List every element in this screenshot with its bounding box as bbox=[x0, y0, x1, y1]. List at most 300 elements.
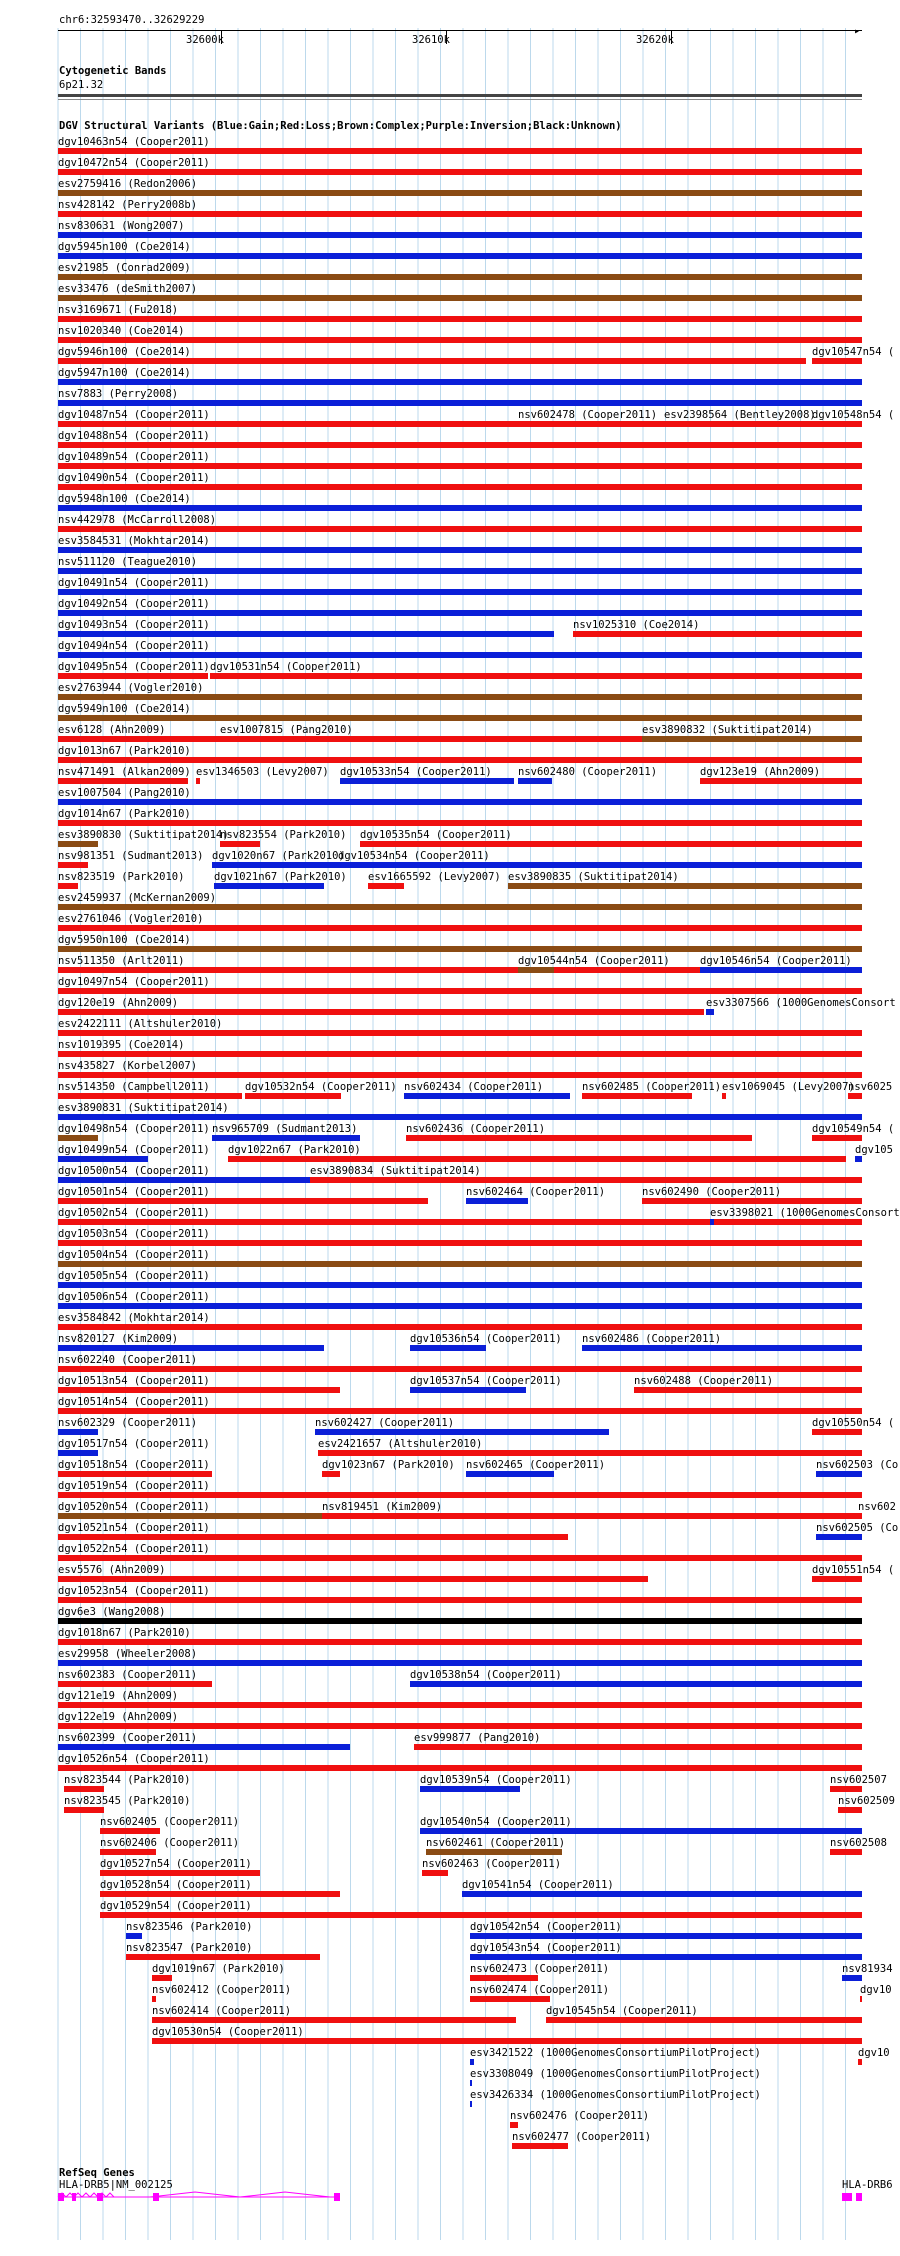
sv-label[interactable]: dgv10513n54 (Cooper2011) bbox=[58, 1375, 210, 1387]
sv-feature-bar[interactable] bbox=[152, 2038, 862, 2044]
sv-label[interactable]: nsv602474 (Cooper2011) bbox=[470, 1984, 610, 1996]
sv-label[interactable]: nsv823547 (Park2010) bbox=[126, 1942, 253, 1954]
sv-feature-bar[interactable] bbox=[664, 421, 680, 427]
sv-feature-bar[interactable] bbox=[830, 1786, 862, 1792]
sv-label[interactable]: nsv602507 bbox=[830, 1774, 887, 1786]
sv-label[interactable]: dgv10548n54 ( bbox=[812, 409, 895, 421]
sv-label[interactable]: dgv10495n54 (Cooper2011) bbox=[58, 661, 210, 673]
sv-feature-bar[interactable] bbox=[404, 1093, 570, 1099]
sv-label[interactable]: nsv602464 (Cooper2011) bbox=[466, 1186, 606, 1198]
sv-feature-bar[interactable] bbox=[58, 799, 862, 805]
sv-feature-bar[interactable] bbox=[700, 778, 862, 784]
sv-label[interactable]: nsv511120 (Teague2010) bbox=[58, 556, 198, 568]
sv-label[interactable]: dgv120e19 (Ahn2009) bbox=[58, 997, 179, 1009]
sv-label[interactable]: dgv10546n54 (Cooper2011) bbox=[700, 955, 852, 967]
sv-label[interactable]: dgv5946n100 (Coe2014) bbox=[58, 346, 191, 358]
sv-feature-bar[interactable] bbox=[58, 1576, 648, 1582]
sv-label[interactable]: dgv10493n54 (Cooper2011) bbox=[58, 619, 210, 631]
sv-label[interactable]: dgv10551n54 ( bbox=[812, 1564, 895, 1576]
sv-feature-bar[interactable] bbox=[838, 1807, 862, 1813]
sv-feature-bar[interactable] bbox=[58, 1534, 568, 1540]
sv-label[interactable]: dgv10505n54 (Cooper2011) bbox=[58, 1270, 210, 1282]
sv-label[interactable]: nsv823544 (Park2010) bbox=[64, 1774, 191, 1786]
sv-feature-bar[interactable] bbox=[858, 1513, 862, 1519]
sv-label[interactable]: dgv10550n54 ( bbox=[812, 1417, 895, 1429]
sv-feature-bar[interactable] bbox=[58, 1240, 862, 1246]
sv-label[interactable]: esv3584531 (Mokhtar2014) bbox=[58, 535, 210, 547]
sv-feature-bar[interactable] bbox=[368, 883, 404, 889]
sv-feature-bar[interactable] bbox=[58, 526, 862, 532]
sv-feature-bar[interactable] bbox=[58, 925, 862, 931]
sv-label[interactable]: dgv10498n54 (Cooper2011) bbox=[58, 1123, 210, 1135]
sv-feature-bar[interactable] bbox=[812, 1576, 862, 1582]
sv-label[interactable]: esv1007504 (Pang2010) bbox=[58, 787, 191, 799]
sv-feature-bar[interactable] bbox=[710, 1219, 714, 1225]
sv-label[interactable]: dgv5950n100 (Coe2014) bbox=[58, 934, 191, 946]
sv-feature-bar[interactable] bbox=[58, 841, 98, 847]
sv-feature-bar[interactable] bbox=[58, 1681, 212, 1687]
sv-feature-bar[interactable] bbox=[58, 148, 862, 154]
sv-label[interactable]: dgv10537n54 (Cooper2011) bbox=[410, 1375, 562, 1387]
sv-label[interactable]: dgv5949n100 (Coe2014) bbox=[58, 703, 191, 715]
sv-feature-bar[interactable] bbox=[58, 337, 862, 343]
sv-feature-bar[interactable] bbox=[546, 2017, 862, 2023]
sv-feature-bar[interactable] bbox=[58, 1450, 98, 1456]
sv-label[interactable]: dgv10499n54 (Cooper2011) bbox=[58, 1144, 210, 1156]
gene-exon[interactable] bbox=[153, 2193, 159, 2201]
sv-feature-bar[interactable] bbox=[100, 1912, 862, 1918]
sv-label[interactable]: nsv819451 (Kim2009) bbox=[322, 1501, 443, 1513]
sv-label[interactable]: esv2459937 (McKernan2009) bbox=[58, 892, 217, 904]
sv-label[interactable]: nsv602505 (Co bbox=[816, 1522, 899, 1534]
sv-feature-bar[interactable] bbox=[58, 1660, 862, 1666]
sv-feature-bar[interactable] bbox=[642, 736, 862, 742]
sv-feature-bar[interactable] bbox=[466, 1198, 528, 1204]
sv-feature-bar[interactable] bbox=[58, 1471, 212, 1477]
sv-feature-bar[interactable] bbox=[518, 421, 542, 427]
sv-label[interactable]: nsv514350 (Campbell2011) bbox=[58, 1081, 210, 1093]
sv-feature-bar[interactable] bbox=[58, 820, 862, 826]
sv-label[interactable]: dgv6e3 (Wang2008) bbox=[58, 1606, 166, 1618]
sv-label[interactable]: nsv7883 (Perry2008) bbox=[58, 388, 179, 400]
sv-feature-bar[interactable] bbox=[420, 1786, 520, 1792]
sv-label[interactable]: dgv10522n54 (Cooper2011) bbox=[58, 1543, 210, 1555]
sv-label[interactable]: nsv602503 (Co bbox=[816, 1459, 899, 1471]
sv-label[interactable]: esv21985 (Conrad2009) bbox=[58, 262, 191, 274]
sv-feature-bar[interactable] bbox=[58, 883, 78, 889]
sv-feature-bar[interactable] bbox=[58, 988, 862, 994]
sv-feature-bar[interactable] bbox=[152, 2017, 516, 2023]
sv-label[interactable]: nsv823546 (Park2010) bbox=[126, 1921, 253, 1933]
sv-feature-bar[interactable] bbox=[212, 862, 338, 868]
sv-label[interactable]: nsv1020340 (Coe2014) bbox=[58, 325, 185, 337]
sv-feature-bar[interactable] bbox=[58, 274, 862, 280]
sv-label[interactable]: nsv602383 (Cooper2011) bbox=[58, 1669, 198, 1681]
sv-label[interactable]: dgv10536n54 (Cooper2011) bbox=[410, 1333, 562, 1345]
sv-label[interactable]: dgv10545n54 (Cooper2011) bbox=[546, 2005, 698, 2017]
sv-label[interactable]: nsv471491 (Alkan2009) bbox=[58, 766, 191, 778]
sv-label[interactable]: nsv602473 (Cooper2011) bbox=[470, 1963, 610, 1975]
sv-label[interactable]: dgv10501n54 (Cooper2011) bbox=[58, 1186, 210, 1198]
sv-label[interactable]: dgv5947n100 (Coe2014) bbox=[58, 367, 191, 379]
sv-label[interactable]: nsv602509 bbox=[838, 1795, 895, 1807]
sv-label[interactable]: nsv602 bbox=[858, 1501, 896, 1513]
sv-feature-bar[interactable] bbox=[100, 1870, 260, 1876]
sv-label[interactable]: dgv10538n54 (Cooper2011) bbox=[410, 1669, 562, 1681]
sv-feature-bar[interactable] bbox=[58, 358, 806, 364]
sv-label[interactable]: dgv10504n54 (Cooper2011) bbox=[58, 1249, 210, 1261]
sv-label[interactable]: nsv602486 (Cooper2011) bbox=[582, 1333, 722, 1345]
sv-feature-bar[interactable] bbox=[58, 1492, 862, 1498]
sv-label[interactable]: nsv602488 (Cooper2011) bbox=[634, 1375, 774, 1387]
sv-feature-bar[interactable] bbox=[508, 883, 862, 889]
refseq-track-title[interactable]: RefSeq Genes bbox=[59, 2167, 135, 2179]
sv-label[interactable]: esv2761046 (Vogler2010) bbox=[58, 913, 204, 925]
sv-feature-bar[interactable] bbox=[58, 904, 862, 910]
sv-label[interactable]: dgv10547n54 ( bbox=[812, 346, 895, 358]
sv-feature-bar[interactable] bbox=[842, 1975, 862, 1981]
sv-label[interactable]: dgv122e19 (Ahn2009) bbox=[58, 1711, 179, 1723]
sv-feature-bar[interactable] bbox=[58, 589, 862, 595]
sv-label[interactable]: esv3307566 (1000GenomesConsort bbox=[706, 997, 896, 1009]
sv-feature-bar[interactable] bbox=[58, 190, 862, 196]
sv-feature-bar[interactable] bbox=[126, 1933, 142, 1939]
sv-feature-bar[interactable] bbox=[58, 1324, 862, 1330]
sv-label[interactable]: esv2763944 (Vogler2010) bbox=[58, 682, 204, 694]
sv-label[interactable]: dgv10494n54 (Cooper2011) bbox=[58, 640, 210, 652]
sv-label[interactable]: dgv10463n54 (Cooper2011) bbox=[58, 136, 210, 148]
sv-label[interactable]: nsv602436 (Cooper2011) bbox=[406, 1123, 546, 1135]
sv-feature-bar[interactable] bbox=[410, 1387, 526, 1393]
sv-label[interactable]: dgv10549n54 ( bbox=[812, 1123, 895, 1135]
sv-feature-bar[interactable] bbox=[58, 862, 88, 868]
sv-label[interactable]: esv2759416 (Redon2006) bbox=[58, 178, 198, 190]
sv-label[interactable]: dgv1021n67 (Park2010) bbox=[214, 871, 347, 883]
sv-label[interactable]: dgv10529n54 (Cooper2011) bbox=[100, 1900, 252, 1912]
sv-label[interactable]: dgv10532n54 (Cooper2011) bbox=[245, 1081, 397, 1093]
cytoband-bar[interactable] bbox=[58, 94, 862, 97]
sv-feature-bar[interactable] bbox=[58, 379, 862, 385]
sv-label[interactable]: dgv10519n54 (Cooper2011) bbox=[58, 1480, 210, 1492]
sv-label[interactable]: dgv10518n54 (Cooper2011) bbox=[58, 1459, 210, 1471]
sv-label[interactable]: esv3398021 (1000GenomesConsort bbox=[710, 1207, 900, 1219]
sv-feature-bar[interactable] bbox=[58, 1072, 862, 1078]
sv-label[interactable]: nsv602508 bbox=[830, 1837, 887, 1849]
gene-label-hla-drb5[interactable]: HLA-DRB5|NM_002125 bbox=[59, 2179, 173, 2191]
sv-feature-bar[interactable] bbox=[58, 1408, 862, 1414]
sv-label[interactable]: esv3890830 (Suktitipat2014) bbox=[58, 829, 229, 841]
sv-feature-bar[interactable] bbox=[245, 1093, 341, 1099]
sv-label[interactable]: esv3421522 (1000GenomesConsortiumPilotProject) bbox=[470, 2047, 761, 2059]
sv-label[interactable]: nsv428142 (Perry2008b) bbox=[58, 199, 198, 211]
sv-feature-bar[interactable] bbox=[322, 1471, 340, 1477]
sv-feature-bar[interactable] bbox=[126, 1954, 320, 1960]
sv-label[interactable]: nsv602477 (Cooper2011) bbox=[512, 2131, 652, 2143]
sv-feature-bar[interactable] bbox=[58, 1093, 242, 1099]
sv-label[interactable]: dgv10542n54 (Cooper2011) bbox=[470, 1921, 622, 1933]
sv-feature-bar[interactable] bbox=[512, 2143, 568, 2149]
sv-label[interactable]: esv29958 (Wheeler2008) bbox=[58, 1648, 198, 1660]
sv-feature-bar[interactable] bbox=[58, 757, 862, 763]
sv-label[interactable]: nsv602329 (Cooper2011) bbox=[58, 1417, 198, 1429]
sv-feature-bar[interactable] bbox=[58, 1198, 428, 1204]
sv-label[interactable]: esv1007815 (Pang2010) bbox=[220, 724, 353, 736]
sv-feature-bar[interactable] bbox=[58, 400, 862, 406]
sv-feature-bar[interactable] bbox=[816, 1471, 862, 1477]
sv-feature-bar[interactable] bbox=[470, 2101, 472, 2107]
sv-label[interactable]: nsv602461 (Cooper2011) bbox=[426, 1837, 566, 1849]
sv-label[interactable]: dgv10520n54 (Cooper2011) bbox=[58, 1501, 210, 1513]
sv-feature-bar[interactable] bbox=[812, 1429, 862, 1435]
sv-feature-bar[interactable] bbox=[58, 652, 862, 658]
sv-feature-bar[interactable] bbox=[58, 1429, 98, 1435]
sv-feature-bar[interactable] bbox=[58, 1135, 98, 1141]
sv-label[interactable]: nsv1025310 (Coe2014) bbox=[573, 619, 700, 631]
sv-feature-bar[interactable] bbox=[58, 421, 862, 427]
sv-feature-bar[interactable] bbox=[318, 1450, 862, 1456]
sv-label[interactable]: dgv10506n54 (Cooper2011) bbox=[58, 1291, 210, 1303]
sv-label[interactable]: dgv10521n54 (Cooper2011) bbox=[58, 1522, 210, 1534]
sv-label[interactable]: esv3890832 (Suktitipat2014) bbox=[642, 724, 813, 736]
sv-feature-bar[interactable] bbox=[58, 442, 862, 448]
sv-feature-bar[interactable] bbox=[58, 610, 862, 616]
sv-feature-bar[interactable] bbox=[58, 1618, 862, 1624]
gene-label-hla-drb6[interactable]: HLA-DRB6 bbox=[842, 2179, 893, 2191]
sv-label[interactable]: nsv602405 (Cooper2011) bbox=[100, 1816, 240, 1828]
sv-label[interactable]: dgv10527n54 (Cooper2011) bbox=[100, 1858, 252, 1870]
sv-feature-bar[interactable] bbox=[58, 211, 862, 217]
sv-label[interactable]: nsv602490 (Cooper2011) bbox=[642, 1186, 782, 1198]
sv-label[interactable]: dgv10533n54 (Cooper2011) bbox=[340, 766, 492, 778]
sv-feature-bar[interactable] bbox=[100, 1828, 160, 1834]
sv-feature-bar[interactable] bbox=[64, 1786, 104, 1792]
sv-feature-bar[interactable] bbox=[406, 1135, 752, 1141]
sv-feature-bar[interactable] bbox=[58, 253, 862, 259]
sv-feature-bar[interactable] bbox=[470, 1975, 538, 1981]
sv-feature-bar[interactable] bbox=[360, 841, 862, 847]
cytoband-track-title[interactable]: Cytogenetic Bands bbox=[59, 65, 167, 77]
sv-feature-bar[interactable] bbox=[338, 862, 862, 868]
sv-label[interactable]: dgv10526n54 (Cooper2011) bbox=[58, 1753, 210, 1765]
sv-feature-bar[interactable] bbox=[58, 1723, 862, 1729]
sv-feature-bar[interactable] bbox=[58, 1261, 862, 1267]
gene-exon[interactable] bbox=[334, 2193, 340, 2201]
sv-feature-bar[interactable] bbox=[58, 1345, 324, 1351]
sv-label[interactable]: nsv981351 (Sudmant2013) bbox=[58, 850, 204, 862]
sv-label[interactable]: dgv1023n67 (Park2010) bbox=[322, 1459, 455, 1471]
sv-label[interactable]: nsv602478 (Cooper2011) bbox=[518, 409, 658, 421]
sv-feature-bar[interactable] bbox=[58, 1639, 862, 1645]
sv-label[interactable]: dgv5945n100 (Coe2014) bbox=[58, 241, 191, 253]
sv-feature-bar[interactable] bbox=[812, 358, 862, 364]
sv-label[interactable]: dgv10531n54 (Cooper2011) bbox=[210, 661, 362, 673]
sv-feature-bar[interactable] bbox=[706, 1009, 714, 1015]
sv-feature-bar[interactable] bbox=[58, 169, 862, 175]
sv-feature-bar[interactable] bbox=[830, 1849, 862, 1855]
sv-label[interactable]: esv2421657 (Altshuler2010) bbox=[318, 1438, 483, 1450]
sv-label[interactable]: dgv1013n67 (Park2010) bbox=[58, 745, 191, 757]
sv-label[interactable]: dgv10503n54 (Cooper2011) bbox=[58, 1228, 210, 1240]
sv-label[interactable]: esv3426334 (1000GenomesConsortiumPilotProject) bbox=[470, 2089, 761, 2101]
sv-feature-bar[interactable] bbox=[58, 1051, 862, 1057]
sv-feature-bar[interactable] bbox=[410, 1681, 862, 1687]
sv-feature-bar[interactable] bbox=[58, 295, 862, 301]
sv-feature-bar[interactable] bbox=[58, 1156, 148, 1162]
sv-feature-bar[interactable] bbox=[470, 1933, 862, 1939]
sv-feature-bar[interactable] bbox=[58, 1219, 862, 1225]
sv-feature-bar[interactable] bbox=[220, 736, 320, 742]
sv-label[interactable]: dgv10489n54 (Cooper2011) bbox=[58, 451, 210, 463]
sv-label[interactable]: dgv105 bbox=[855, 1144, 893, 1156]
sv-feature-bar[interactable] bbox=[315, 1429, 609, 1435]
sv-label[interactable]: dgv10 bbox=[860, 1984, 892, 1996]
sv-feature-bar[interactable] bbox=[228, 1156, 846, 1162]
sv-feature-bar[interactable] bbox=[58, 1030, 862, 1036]
sv-feature-bar[interactable] bbox=[420, 1828, 862, 1834]
sv-label[interactable]: esv33476 (deSmith2007) bbox=[58, 283, 198, 295]
sv-feature-bar[interactable] bbox=[100, 1849, 156, 1855]
sv-label[interactable]: nsv830631 (Wong2007) bbox=[58, 220, 185, 232]
sv-feature-bar[interactable] bbox=[58, 778, 188, 784]
sv-label[interactable]: dgv10491n54 (Cooper2011) bbox=[58, 577, 210, 589]
sv-label[interactable]: nsv511350 (Arlt2011) bbox=[58, 955, 185, 967]
sv-feature-bar[interactable] bbox=[152, 1975, 172, 1981]
sv-label[interactable]: nsv602414 (Cooper2011) bbox=[152, 2005, 292, 2017]
sv-label[interactable]: nsv823545 (Park2010) bbox=[64, 1795, 191, 1807]
sv-feature-bar[interactable] bbox=[470, 2059, 474, 2065]
sv-label[interactable]: nsv602434 (Cooper2011) bbox=[404, 1081, 544, 1093]
sv-feature-bar[interactable] bbox=[58, 568, 862, 574]
dgv-track-title[interactable]: DGV Structural Variants (Blue:Gain;Red:Loss;Brown:Complex;Purple:Inversion;Black:Unknown) bbox=[59, 120, 622, 132]
sv-feature-bar[interactable] bbox=[58, 1597, 862, 1603]
sv-label[interactable]: nsv602412 (Cooper2011) bbox=[152, 1984, 292, 1996]
sv-label[interactable]: dgv10543n54 (Cooper2011) bbox=[470, 1942, 622, 1954]
sv-label[interactable]: dgv10472n54 (Cooper2011) bbox=[58, 157, 210, 169]
sv-label[interactable]: dgv10487n54 (Cooper2011) bbox=[58, 409, 210, 421]
sv-label[interactable]: esv999877 (Pang2010) bbox=[414, 1732, 541, 1744]
sv-label[interactable]: dgv10530n54 (Cooper2011) bbox=[152, 2026, 304, 2038]
sv-label[interactable]: dgv10544n54 (Cooper2011) bbox=[518, 955, 670, 967]
sv-label[interactable]: nsv3169671 (Fu2018) bbox=[58, 304, 179, 316]
gene-exon[interactable] bbox=[842, 2193, 852, 2201]
sv-feature-bar[interactable] bbox=[58, 1282, 862, 1288]
sv-label[interactable]: dgv10541n54 (Cooper2011) bbox=[462, 1879, 614, 1891]
sv-feature-bar[interactable] bbox=[858, 2059, 862, 2065]
sv-feature-bar[interactable] bbox=[855, 1156, 862, 1162]
sv-label[interactable]: dgv10488n54 (Cooper2011) bbox=[58, 430, 210, 442]
sv-feature-bar[interactable] bbox=[220, 841, 260, 847]
sv-feature-bar[interactable] bbox=[58, 1765, 862, 1771]
sv-label[interactable]: dgv1022n67 (Park2010) bbox=[228, 1144, 361, 1156]
sv-feature-bar[interactable] bbox=[58, 946, 862, 952]
sv-label[interactable]: esv1665592 (Levy2007) bbox=[368, 871, 501, 883]
sv-label[interactable]: dgv121e19 (Ahn2009) bbox=[58, 1690, 179, 1702]
sv-feature-bar[interactable] bbox=[58, 1702, 862, 1708]
sv-feature-bar[interactable] bbox=[816, 1534, 862, 1540]
gene-exon[interactable] bbox=[856, 2193, 862, 2201]
sv-label[interactable]: dgv10517n54 (Cooper2011) bbox=[58, 1438, 210, 1450]
sv-label[interactable]: dgv10535n54 (Cooper2011) bbox=[360, 829, 512, 841]
sv-feature-bar[interactable] bbox=[466, 1471, 554, 1477]
sv-feature-bar[interactable] bbox=[848, 1093, 862, 1099]
sv-feature-bar[interactable] bbox=[210, 673, 862, 679]
gene-exon[interactable] bbox=[97, 2193, 103, 2201]
sv-feature-bar[interactable] bbox=[58, 1387, 340, 1393]
sv-feature-bar[interactable] bbox=[642, 1198, 862, 1204]
sv-feature-bar[interactable] bbox=[196, 778, 200, 784]
sv-feature-bar[interactable] bbox=[582, 1345, 862, 1351]
sv-label[interactable]: esv1069045 (Levy2007) bbox=[722, 1081, 855, 1093]
sv-label[interactable]: nsv442978 (McCarroll2008) bbox=[58, 514, 217, 526]
sv-feature-bar[interactable] bbox=[152, 1996, 156, 2002]
sv-feature-bar[interactable] bbox=[812, 1135, 862, 1141]
sv-label[interactable]: nsv602476 (Cooper2011) bbox=[510, 2110, 650, 2122]
sv-feature-bar[interactable] bbox=[212, 1135, 360, 1141]
sv-feature-bar[interactable] bbox=[58, 1114, 862, 1120]
sv-label[interactable]: nsv823519 (Park2010) bbox=[58, 871, 185, 883]
sv-label[interactable]: dgv10497n54 (Cooper2011) bbox=[58, 976, 210, 988]
sv-label[interactable]: esv2398564 (Bentley2008) bbox=[664, 409, 816, 421]
sv-feature-bar[interactable] bbox=[518, 778, 552, 784]
sv-feature-bar[interactable] bbox=[58, 1303, 862, 1309]
sv-label[interactable]: nsv81934 bbox=[842, 1963, 893, 1975]
sv-feature-bar[interactable] bbox=[812, 421, 862, 427]
sv-label[interactable]: dgv10502n54 (Cooper2011) bbox=[58, 1207, 210, 1219]
sv-feature-bar[interactable] bbox=[634, 1387, 862, 1393]
sv-feature-bar[interactable] bbox=[470, 1996, 550, 2002]
sv-feature-bar[interactable] bbox=[100, 1891, 340, 1897]
sv-label[interactable]: esv3890831 (Suktitipat2014) bbox=[58, 1102, 229, 1114]
sv-feature-bar[interactable] bbox=[214, 883, 324, 889]
sv-feature-bar[interactable] bbox=[470, 1954, 862, 1960]
sv-label[interactable]: dgv10500n54 (Cooper2011) bbox=[58, 1165, 210, 1177]
sv-label[interactable]: dgv10528n54 (Cooper2011) bbox=[100, 1879, 252, 1891]
sv-label[interactable]: nsv602480 (Cooper2011) bbox=[518, 766, 658, 778]
sv-label[interactable]: nsv602463 (Cooper2011) bbox=[422, 1858, 562, 1870]
sv-label[interactable]: nsv823554 (Park2010) bbox=[220, 829, 347, 841]
sv-label[interactable]: dgv5948n100 (Coe2014) bbox=[58, 493, 191, 505]
sv-feature-bar[interactable] bbox=[470, 2080, 472, 2086]
sv-feature-bar[interactable] bbox=[58, 694, 862, 700]
sv-label[interactable]: esv3308049 (1000GenomesConsortiumPilotProject) bbox=[470, 2068, 761, 2080]
sv-feature-bar[interactable] bbox=[700, 967, 862, 973]
sv-label[interactable]: dgv123e19 (Ahn2009) bbox=[700, 766, 821, 778]
sv-feature-bar[interactable] bbox=[58, 505, 862, 511]
sv-label[interactable]: nsv965709 (Sudmant2013) bbox=[212, 1123, 358, 1135]
sv-label[interactable]: nsv602399 (Cooper2011) bbox=[58, 1732, 198, 1744]
sv-label[interactable]: dgv10540n54 (Cooper2011) bbox=[420, 1816, 572, 1828]
sv-label[interactable]: nsv820127 (Kim2009) bbox=[58, 1333, 179, 1345]
sv-feature-bar[interactable] bbox=[414, 1744, 862, 1750]
sv-feature-bar[interactable] bbox=[860, 1996, 862, 2002]
sv-feature-bar[interactable] bbox=[58, 1744, 350, 1750]
sv-feature-bar[interactable] bbox=[58, 715, 862, 721]
sv-feature-bar[interactable] bbox=[58, 316, 862, 322]
sv-label[interactable]: nsv6025 bbox=[848, 1081, 893, 1093]
sv-label[interactable]: esv3584842 (Mokhtar2014) bbox=[58, 1312, 210, 1324]
sv-feature-bar[interactable] bbox=[322, 1513, 862, 1519]
sv-feature-bar[interactable] bbox=[58, 547, 862, 553]
sv-label[interactable]: esv2422111 (Altshuler2010) bbox=[58, 1018, 223, 1030]
sv-label[interactable]: esv6128 (Ahn2009) bbox=[58, 724, 166, 736]
gene-exon[interactable] bbox=[58, 2193, 64, 2201]
sv-feature-bar[interactable] bbox=[573, 631, 862, 637]
sv-label[interactable]: dgv1020n67 (Park2010) bbox=[212, 850, 345, 862]
sv-label[interactable]: nsv602465 (Cooper2011) bbox=[466, 1459, 606, 1471]
sv-label[interactable]: nsv602427 (Cooper2011) bbox=[315, 1417, 455, 1429]
sv-feature-bar[interactable] bbox=[310, 1177, 862, 1183]
sv-label[interactable]: dgv10523n54 (Cooper2011) bbox=[58, 1585, 210, 1597]
